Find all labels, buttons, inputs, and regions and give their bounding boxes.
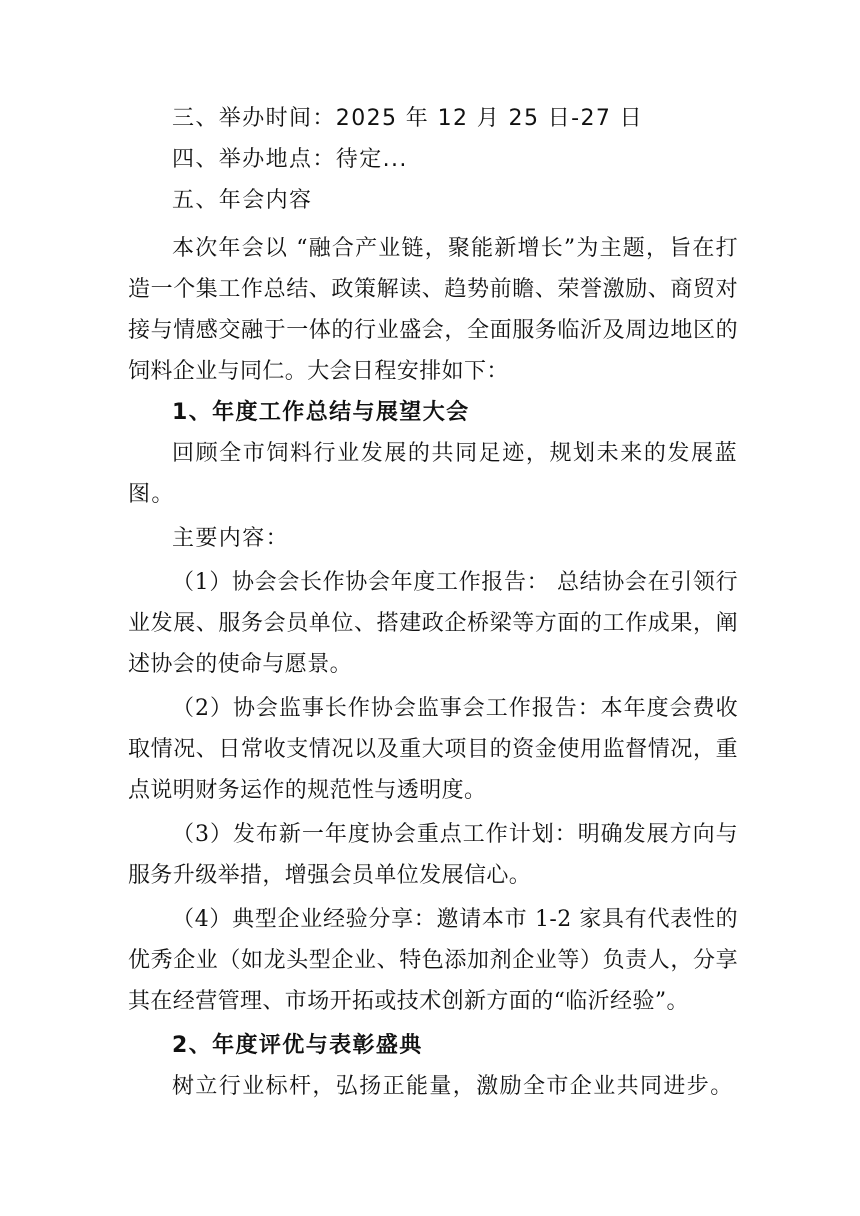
section-2-title: 2、年度评优与表彰盛典 [172, 1033, 423, 1058]
heading-time: 三、举办时间：2025 年 12 月 25 日-27 日 [172, 106, 644, 131]
item-3: （3）发布新一年度协会重点工作计划：明确发展方向与服务升级举措，增强会员单位发展信心。 [128, 822, 738, 888]
item-1: （1）协会会长作协会年度工作报告： 总结协会在引领行业发展、服务会员单位、搭建政企桥梁等方面的工作成果，阐述协会的使命与愿景。 [128, 570, 738, 677]
item-4: （4）典型企业经验分享：邀请本市 1-2 家具有代表性的优秀企业（如龙头型企业、特色添加剂企业等）负责人，分享其在经营管理、市场开拓或技术创新方面的“临沂经验”。 [128, 907, 738, 1014]
section-1-title: 1、年度工作总结与展望大会 [172, 400, 470, 425]
intro-paragraph: 本次年会以 “融合产业链，聚能新增长”为主题，旨在打造一个集工作总结、政策解读、趋势前瞻、荣誉激励、商贸对接与情感交融于一体的行业盛会，全面服务临沂及周边地区的饲料企业与同仁。大会日程安排如下： [128, 236, 738, 384]
main-content-label: 主要内容： [172, 526, 290, 551]
section-1-summary: 回顾全市饲料行业发展的共同足迹，规划未来的发展蓝图。 [128, 441, 738, 507]
heading-location: 四、举办地点：待定... [172, 147, 408, 172]
heading-content: 五、年会内容 [172, 188, 313, 213]
section-2-summary: 树立行业标杆，弘扬正能量，激励全市企业共同进步。 [172, 1074, 734, 1099]
document-body [128, 98, 738, 1107]
item-2: （2）协会监事长作协会监事会工作报告：本年度会费收取情况、日常收支情况以及重大项目的资金使用监督情况，重点说明财务运作的规范性与透明度。 [128, 696, 738, 803]
